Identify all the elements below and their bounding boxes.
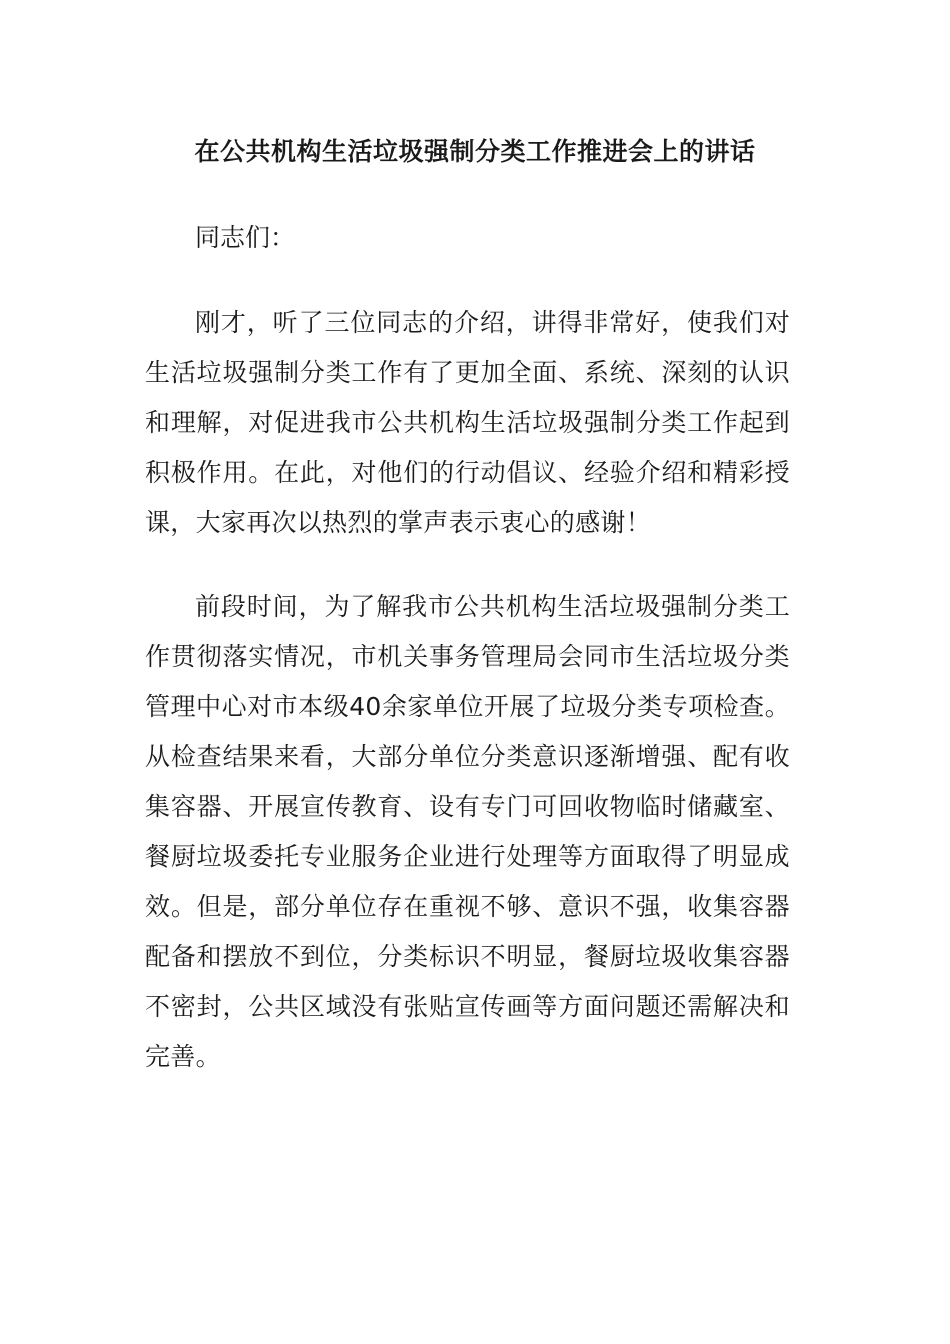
salutation: 同志们： (195, 223, 296, 252)
paragraph-2: 前段时间，为了解我市公共机构生活垃圾强制分类工作贯彻落实情况，市机关事务管理局会同市生活垃圾分类管理中心对市本级40余家单位开展了垃圾分类专项检查。从检查结果来看，大部分单位分类意识逐渐增强、配有收集容器、开展宣传教育、设有专门可回收物临时储藏室、餐厨垃圾委托专业服务企业进行处理等方面取得了明显成效。但是，部分单位存在重视不够、意识不强，收集容器配备和摆放不到位，分类标识不明显，餐厨垃圾收集容器不密封，公共区域没有张贴宣传画等方面问题还需解决和完善。 (145, 592, 790, 1071)
paragraph-1: 刚才，听了三位同志的介绍，讲得非常好，使我们对生活垃圾强制分类工作有了更加全面、系统、深刻的认识和理解，对促进我市公共机构生活垃圾强制分类工作起到积极作用。在此，对他们的行动倡议、经验介绍和精彩授课，大家再次以热烈的掌声表示衷心的感谢！ (145, 308, 790, 537)
document-title: 在公共机构生活垃圾强制分类工作推进会上的讲话 (194, 137, 756, 166)
